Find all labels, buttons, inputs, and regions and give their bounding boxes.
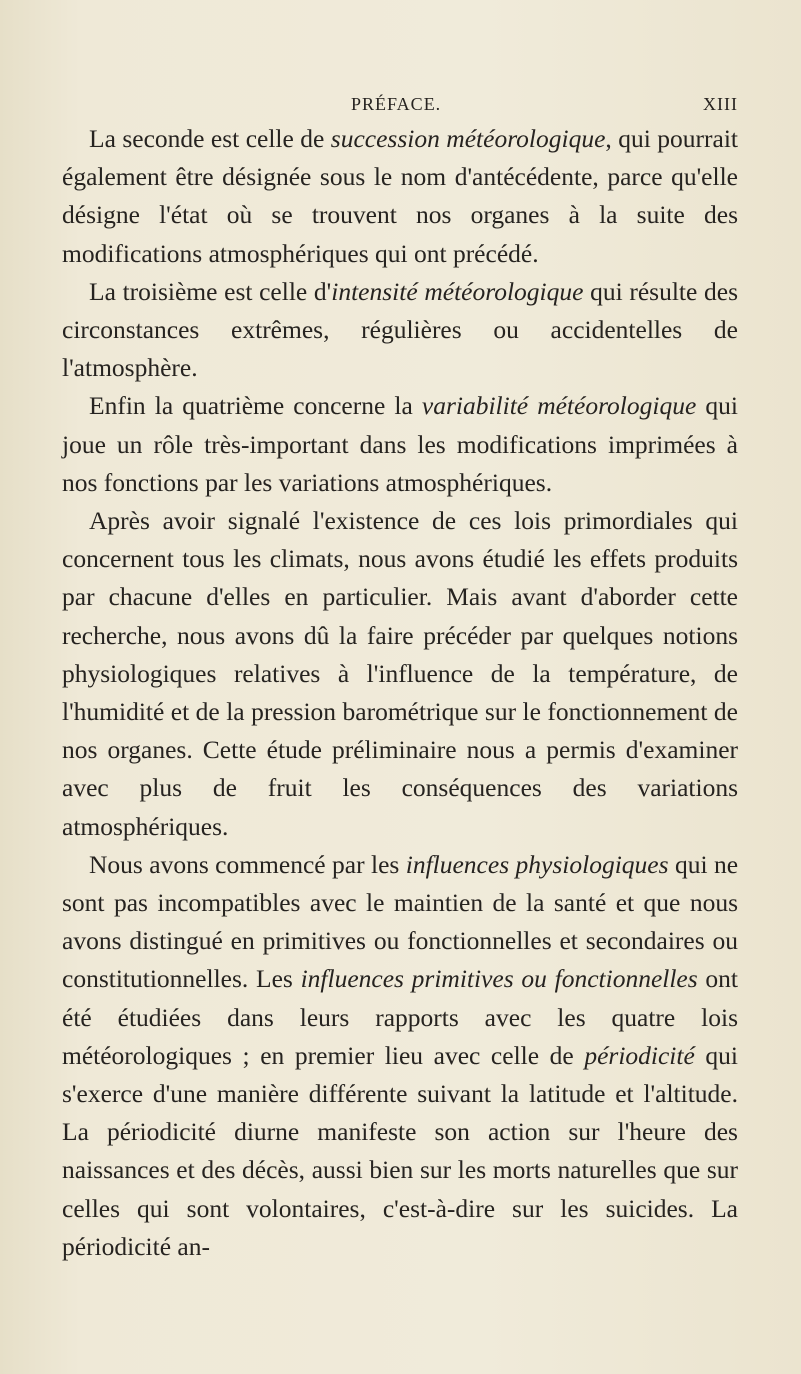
paragraph [62,120,738,273]
italic-term: périodicité [584,1040,695,1070]
text-run: La seconde est celle de [89,124,331,153]
text-run: , qui pourrait également être désignée sous le nom d'antécédente, parce qu'elle désigne l'état où se trouvent nos organes à la suite des modifications atmosphériques qui ont précédé. [62,124,739,268]
text-run: qui ne sont pas incompatibles avec le maintien de la santé et que nous avons distingué en primitives ou fonctionnelles et secondaires ou constitutionnelles. Les [62,849,739,994]
paragraph [62,846,738,1266]
paragraph [62,273,738,388]
italic-term: influences primitives ou fonctionnelles [300,964,698,994]
italic-term: variabilité météorologique [421,391,697,421]
italic-term: influences physiologiques [405,849,669,879]
paragraph [62,387,738,502]
text-run: Nous avons commencé par les [89,849,406,879]
text-run: qui s'exerce d'une manière différente suivant la latitude et l'altitude. La périodicité diurne manifeste son action sur l'heure des naissances et des décès, aussi bien sur les morts naturelles que sur celles qui sont volontaires, c'est-à-dire sur les suicides. La périodicité an- [62,1040,738,1261]
text-run: qui joue un rôle très-important dans les modifications imprimées à nos fonctions par les variations atmosphériques. [62,391,738,497]
text-run: Enfin la quatrième concerne la [89,391,422,421]
paragraph [62,502,738,846]
text-run: Après avoir signalé l'existence de ces lois primordiales qui concernent tous les climats, nous avons étudié les effets produits par chacune d'elles en particulier. Mais avant d'aborder cette recherche, nous avons dû la faire précéder par quelques notions physiologiques relatives à l'influence de la température, de l'humidité et de la pression barométrique sur le fonctionnement de nos organes. Cette étude préliminaire nous a permis d'examiner avec plus de fruit les conséquences des variations atmosphériques. [62,506,738,841]
text-run: ont été étudiées dans leurs rapports avec les quatre lois météorologiques ; en premier lieu avec celle de [62,964,739,1070]
italic-term: succession météorologique [330,124,606,153]
header-title: PRÉFACE. [351,94,442,114]
text-run: La troisième est celle d' [89,276,332,306]
text-run: qui résulte des circonstances extrêmes, régulières ou accidentelles de l'atmosphère. [62,276,738,383]
page-number: XIII [703,94,738,114]
page-body [62,120,738,1266]
running-header [62,94,738,120]
italic-term: intensité météorologique [331,276,584,306]
